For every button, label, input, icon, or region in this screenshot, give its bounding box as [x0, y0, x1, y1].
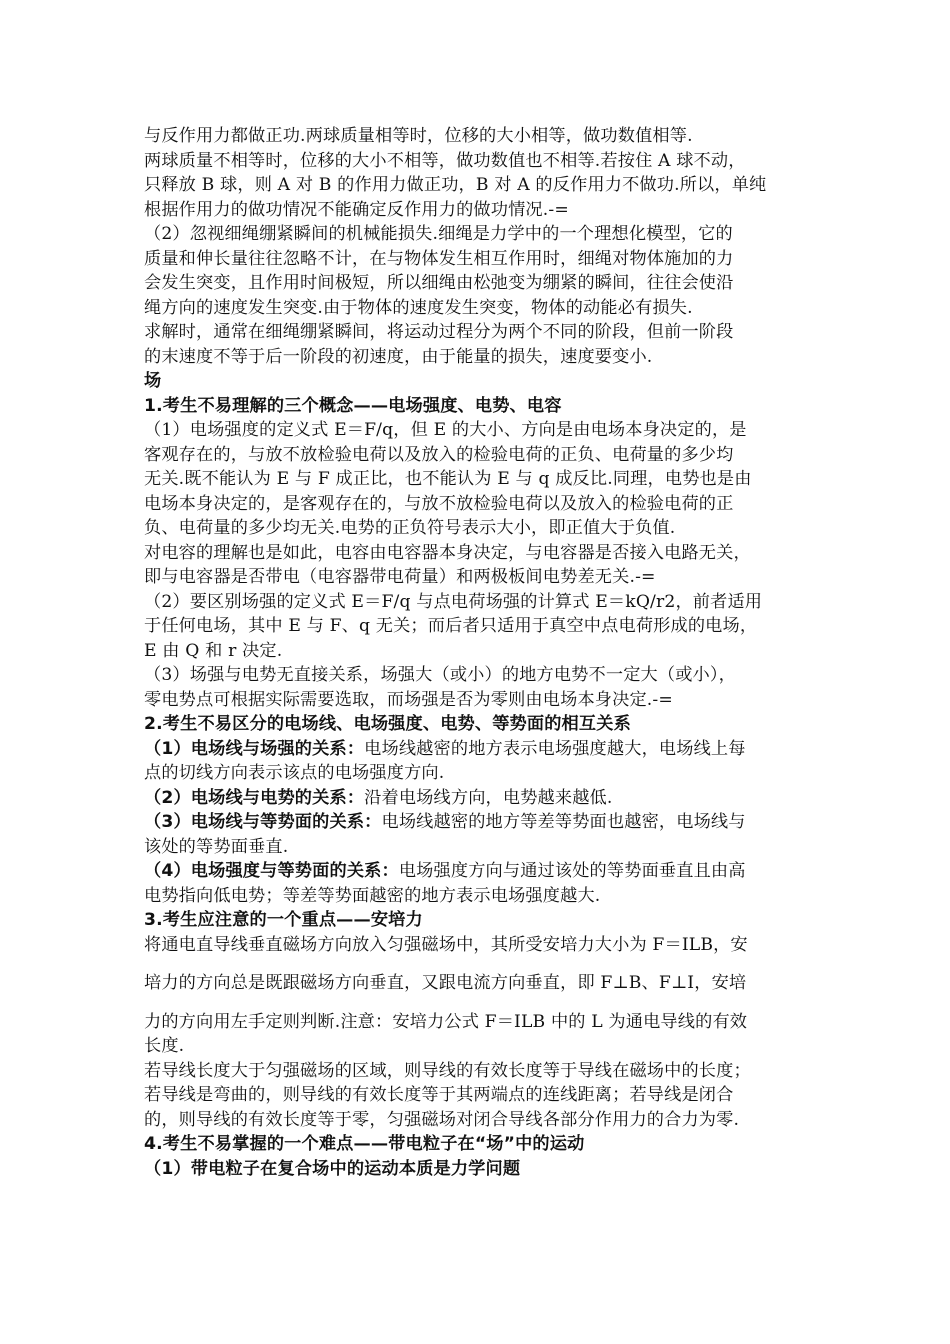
paragraph-line: 零电势点可根据实际需要选取，而场强是否为零则由电场本身决定.-=	[144, 689, 673, 710]
paragraph-line: （1）电场强度的定义式 E＝F/q，但 E 的大小、方向是由电场本身决定的，是	[144, 420, 747, 440]
paragraph-line: 即与电容器是否带电（电容器带电荷量）和两极板间电势差无关.-=	[144, 567, 656, 587]
paragraph-line: 客观存在的，与放不放检验电荷以及放入的检验电荷的正负、电荷量的多少均	[144, 444, 734, 465]
term-label: （1）电场线与场强的关系：	[144, 738, 365, 759]
paragraph-line: 长度.	[144, 1036, 185, 1056]
paragraph-line: 与反作用力都做正功.两球质量相等时，位移的大小相等，做功数值相等.	[144, 126, 693, 146]
heading-1: 1.考生不易理解的三个概念——电场强度、电势、电容	[144, 395, 562, 416]
section-title: 场	[144, 371, 162, 391]
paragraph-line: 无关.既不能认为 E 与 F 成正比，也不能认为 E 与 q 成反比.同理，电势也是由	[144, 469, 752, 489]
heading-3: 3.考生应注意的一个重点——安培力	[144, 910, 423, 930]
document-page	[144, 124, 809, 1181]
paragraph-line: 两球质量不相等时，位移的大小不相等，做功数值也不相等.若按住 A 球不动，	[144, 150, 746, 171]
paragraph-line: （2）要区别场强的定义式 E＝F/q 与点电荷场强的计算式 E＝kQ/r2，前者适用	[144, 591, 763, 612]
term-label: （3）电场线与等势面的关系：	[144, 812, 382, 832]
term-label: （4）电场强度与等势面的关系：	[144, 861, 399, 881]
paragraph-line: 若导线长度大于匀强磁场的区域，则导线的有效长度等于导线在磁场中的长度；	[144, 1060, 751, 1081]
term-text: 电场强度方向与通过该处的等势面垂直且由高	[398, 861, 746, 881]
paragraph-line: 绳方向的速度发生突变.由于物体的速度发生突变，物体的动能必有损失.	[144, 297, 693, 318]
paragraph-line	[144, 737, 809, 762]
paragraph-line	[144, 786, 809, 811]
heading-4: 4.考生不易掌握的一个难点——带电粒子在“场”中的运动	[144, 1134, 585, 1154]
term-label: （2）电场线与电势的关系：	[144, 787, 365, 808]
paragraph-line: 负、电荷量的多少均无关.电势的正负符号表示大小，即正值大于负值.	[144, 518, 676, 538]
paragraph-line: （3）场强与电势无直接关系，场强大（或小）的地方电势不一定大（或小），	[144, 665, 736, 685]
paragraph-line: E 由 Q 和 r 决定.	[144, 640, 283, 661]
term-text: 沿着电场线方向，电势越来越低.	[364, 787, 613, 808]
paragraph-line: 根据作用力的做功情况不能确定反作用力的做功情况.-=	[144, 199, 569, 220]
paragraph-line: 的末速度不等于后一阶段的初速度，由于能量的损失，速度要变小.	[144, 346, 653, 367]
paragraph-line: 会发生突变，且作用时间极短，所以细绳由松弛变为绷紧的瞬间，往往会使沿	[144, 273, 734, 293]
paragraph-line: 电势指向低电势；等差等势面越密的地方表示电场强度越大.	[144, 885, 601, 906]
paragraph-line: 对电容的理解也是如此，电容由电容器本身决定，与电容器是否接入电路无关，	[144, 542, 751, 563]
heading-2: 2.考生不易区分的电场线、电场强度、电势、等势面的相互关系	[144, 714, 631, 734]
paragraph-line: 求解时，通常在细绳绷紧瞬间，将运动过程分为两个不同的阶段，但前一阶段	[144, 322, 734, 342]
paragraph-line: 力的方向用左手定则判断.注意：安培力公式 F＝ILB 中的 L 为通电导线的有效	[144, 1011, 748, 1032]
paragraph-line: 于任何电场，其中 E 与 F、q 无关；而后者只适用于真空中点电荷形成的电场，	[144, 616, 758, 636]
paragraph-line: 培力的方向总是既跟磁场方向垂直，又跟电流方向垂直，即 F⊥B、F⊥I，安培	[144, 973, 747, 993]
paragraph-line: 电场本身决定的，是客观存在的，与放不放检验电荷以及放入的检验电荷的正	[144, 493, 734, 514]
paragraph-line	[144, 859, 809, 884]
paragraph-line	[144, 810, 809, 835]
term-text: 电场线越密的地方表示电场强度越大，电场线上每	[364, 738, 746, 759]
paragraph-line: 将通电直导线垂直磁场方向放入匀强磁场中，其所受安培力大小为 F＝ILB，安	[144, 934, 748, 955]
subheading: （1）带电粒子在复合场中的运动本质是力学问题	[144, 1158, 521, 1179]
paragraph-line: 若导线是弯曲的，则导线的有效长度等于其两端点的连线距离；若导线是闭合	[144, 1085, 734, 1105]
paragraph-line: 的，则导线的有效长度等于零，匀强磁场对闭合导线各部分作用力的合力为零.	[144, 1109, 740, 1130]
paragraph-line: 只释放 B 球，则 A 对 B 的作用力做正功，B 对 A 的反作用力不做功.所以，单纯	[144, 175, 767, 195]
term-text: 电场线越密的地方等差等势面也越密，电场线与	[381, 812, 746, 832]
paragraph-line: （2）忽视细绳绷紧瞬间的机械能损失.细绳是力学中的一个理想化模型，它的	[144, 224, 733, 244]
paragraph-line: 该处的等势面垂直.	[144, 836, 289, 857]
paragraph-line: 质量和伸长量往往忽略不计，在与物体发生相互作用时，细绳对物体施加的力	[144, 248, 734, 269]
paragraph-line: 点的切线方向表示该点的电场强度方向.	[144, 763, 445, 783]
